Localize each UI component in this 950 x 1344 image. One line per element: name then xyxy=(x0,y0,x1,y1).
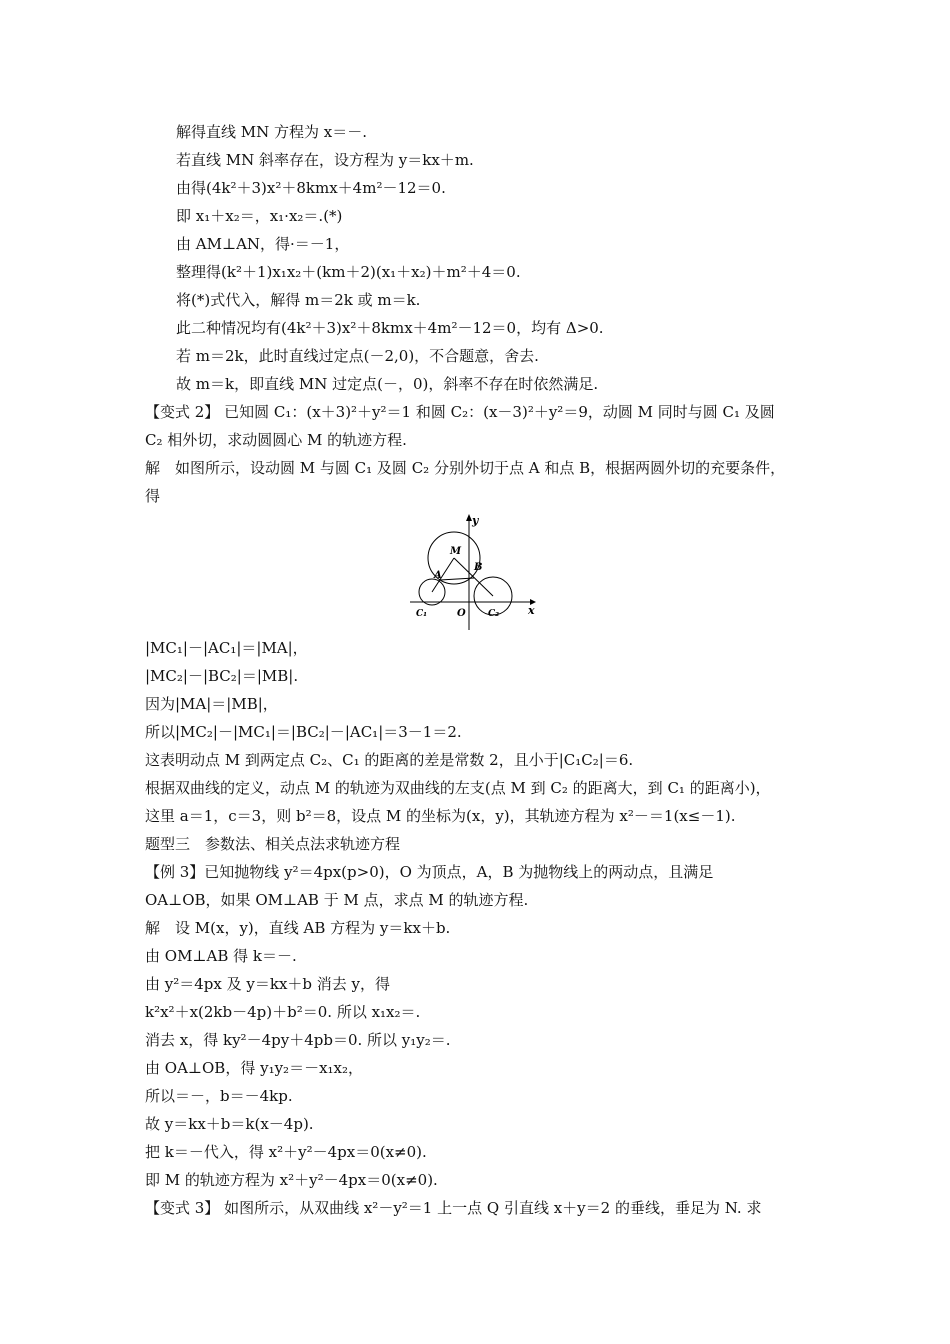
label-a: A xyxy=(434,570,442,581)
text-line: 由得(4k²＋3)x²＋8kmx＋4m²－12＝0. xyxy=(176,179,446,197)
text-line: 这里 a＝1，c＝3，则 b²＝8，设点 M 的坐标为(x，y)，其轨迹方程为 x²－＝1(x≤－1). xyxy=(145,807,736,825)
solution-text: 解 如图所示，设动圆 M 与圆 C₁ 及圆 C₂ 分别外切于点 A 和点 B，根据两圆外切的充要条件， xyxy=(145,459,786,477)
label-x: x xyxy=(528,604,535,617)
solution-text: 得 xyxy=(145,487,161,505)
text-line: |MC₁|－|AC₁|＝|MA|， xyxy=(145,639,308,657)
label-b: B xyxy=(474,562,483,573)
circles-figure xyxy=(410,512,540,632)
text-line: k²x²＋x(2kb－4p)＋b²＝0. 所以 x₁x₂＝. xyxy=(145,1003,421,1021)
text-line: 解得直线 MN 方程为 x＝－. xyxy=(176,123,368,141)
label-y: y xyxy=(472,514,479,527)
figure-svg xyxy=(410,512,540,632)
text-line: 故 y＝kx＋b＝k(x－4p). xyxy=(145,1115,314,1133)
text-line: 故 m＝k，即直线 MN 过定点(－，0)，斜率不存在时依然满足. xyxy=(176,375,599,393)
section-heading: 题型三 参数法、相关点法求轨迹方程 xyxy=(145,835,401,853)
example-3-heading: 【例 3】已知抛物线 y²＝4px(p>0)，O 为顶点，A，B 为抛物线上的两动点，且满足 xyxy=(145,863,714,881)
text-line: 因为|MA|＝|MB|， xyxy=(145,695,278,713)
text-line: 所以|MC₂|－|MC₁|＝|BC₂|－|AC₁|＝3－1＝2. xyxy=(145,723,462,741)
text-line: 这表明动点 M 到两定点 C₂、C₁ 的距离的差是常数 2，且小于|C₁C₂|＝6. xyxy=(145,751,634,769)
label-m: M xyxy=(450,546,462,557)
text-line: 由 OA⊥OB，得 y₁y₂＝－x₁x₂， xyxy=(145,1059,364,1077)
variant-2-heading: 【变式 2】 已知圆 C₁：(x＋3)²＋y²＝1 和圆 C₂：(x－3)²＋y²＝9，动圆 M 同时与圆 C₁ 及圆 xyxy=(145,403,775,421)
text-line: 解 设 M(x，y)，直线 AB 方程为 y＝kx＋b. xyxy=(145,919,451,937)
text-line: 根据双曲线的定义，动点 M 的轨迹为双曲线的左支(点 M 到 C₂ 的距离大，到 C₁ 的距离小)， xyxy=(145,779,771,797)
text-line: 所以＝－，b＝－4kp. xyxy=(145,1087,293,1105)
label-o: O xyxy=(457,608,466,619)
text-line: 即 M 的轨迹方程为 x²＋y²－4px＝0(x≠0). xyxy=(145,1171,438,1189)
label-c2: C₂ xyxy=(488,609,500,619)
text-line: OA⊥OB，如果 OM⊥AB 于 M 点，求点 M 的轨迹方程. xyxy=(145,891,529,909)
text-line: 若 m＝2k，此时直线过定点(－2,0)，不合题意，舍去. xyxy=(176,347,539,365)
text-line: 由 OM⊥AB 得 k＝－. xyxy=(145,947,297,965)
text-line: 此二种情况均有(4k²＋3)x²＋8kmx＋4m²－12＝0，均有 Δ>0. xyxy=(176,319,604,337)
text-line: 整理得(k²＋1)x₁x₂＋(km＋2)(x₁＋x₂)＋m²＋4＝0. xyxy=(176,263,521,281)
text-line: 把 k＝－代入，得 x²＋y²－4px＝0(x≠0). xyxy=(145,1143,427,1161)
text-line: 若直线 MN 斜率存在，设方程为 y＝kx＋m. xyxy=(176,151,474,169)
variant-3-heading: 【变式 3】 如图所示，从双曲线 x²－y²＝1 上一点 Q 引直线 x＋y＝2 的垂线，垂足为 N. 求 xyxy=(145,1199,762,1217)
text-line: |MC₂|－|BC₂|＝|MB|. xyxy=(145,667,299,685)
variant-2-text: C₂ 相外切，求动圆圆心 M 的轨迹方程. xyxy=(145,431,407,449)
text-line: 消去 x，得 ky²－4py＋4pb＝0. 所以 y₁y₂＝. xyxy=(145,1031,451,1049)
label-c1: C₁ xyxy=(416,609,428,619)
text-line: 即 x₁＋x₂＝，x₁·x₂＝.(*) xyxy=(176,207,343,225)
text-line: 由 AM⊥AN，得·＝－1， xyxy=(176,235,350,253)
text-line: 由 y²＝4px 及 y＝kx＋b 消去 y，得 xyxy=(145,975,391,993)
text-line: 将(*)式代入，解得 m＝2k 或 m＝k. xyxy=(176,291,421,309)
